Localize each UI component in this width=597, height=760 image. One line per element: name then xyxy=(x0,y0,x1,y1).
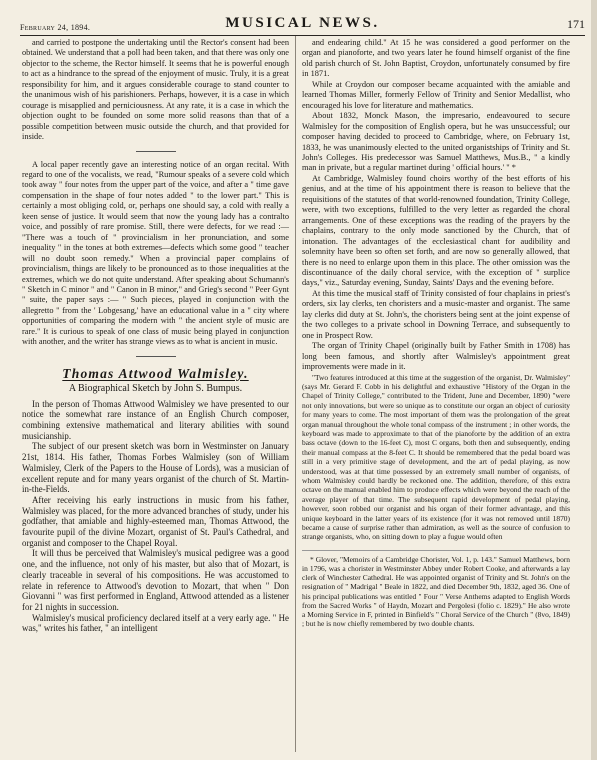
article-paragraph: and endearing child." At 15 he was considered a good performer on the organ and pianoforte, and two years later he found himself organist of the fine old parish church of St. John Baptist, Croydon, unfortunately consumed by fire in 1871. xyxy=(302,38,570,79)
article-paragraph: The organ of Trinity Chapel (originally built by Father Smith in 1708) has long been famous, and shortly after Walmisley's appointment great improvements were made in it. xyxy=(302,341,570,372)
article-paragraph: At Cambridge, Walmisley found choirs worthy of the best efforts of his genius, and at the time of his appointment there is reason to believe that the requisitions of the statutes of that world-renowned foundation, Trinity College, were, with two exceptions, fulfilled to the very letter as regarded the choral arrangements. One of these exceptions was the reading of the prayers by the chaplains, contrary to the only mode sanctioned by the Church, that of intonation. The advantages of the ecclesiastical chant for audibility and solemnity have been so often set forth, and are now so generally allowed, that there is no need to enlarge upon them in this place. The other omission was the discontinuance of the daily choral service, with the exception of " surplice days," viz., Saturday evening, Sunday, Saints' Days and the evening before. xyxy=(302,173,570,288)
page-edge xyxy=(591,0,597,760)
article-paragraph: Walmisley's musical proficiency declared itself at a very early age. " He was," writes his father, " an intelligent xyxy=(22,612,289,634)
section-divider xyxy=(136,356,176,357)
page-number: 171 xyxy=(567,17,585,31)
masthead-title: MUSICAL NEWS. xyxy=(225,15,380,31)
article-subtitle: A Biographical Sketch by John S. Bumpus. xyxy=(68,383,243,395)
footnote-text: * Glover, "Memoirs of a Cambridge Chorister, Vol. 1, p. 143." Samuel Matthews, born in 1796, was a chorister in Westminster Abbey under Robert Cooke, and afterwards a lay clerk of Winchester Cathedral. He was appointed organist of Trinity and St. John's on the resignation of " Madrigal " Beale in 1822, and died December 9th, 1832, aged 36. One of his principal publications was entitled " Four " Verse Anthems adapted to English Words from the Sacred Works " of Haydn, Mozart and Pergolesi (folio c. 1829)." He also wrote a Morning Service in F, printed in Binfield's " Choral Service of the Church " (8vo, 1849) ; but he is now chiefly remembered by two double chants. xyxy=(302,554,570,629)
issue-date: February 24, 1894. xyxy=(20,23,91,32)
article-paragraph: In the person of Thomas Attwood Walmisley we have presented to our notice the somewhat rare instance of an English Church composer, combining extensive mathematical and literary abilities with sound musicianship. xyxy=(22,398,289,441)
right-column xyxy=(302,38,570,752)
left-column xyxy=(22,38,289,752)
article-title: Thomas Attwood Walmisley. xyxy=(62,365,249,381)
article-paragraph: The subject of our present sketch was born in Westminster on January 21st, 1814. His father, Thomas Forbes Walmisley (son of William Walmisley, Clerk of the Papers to the House of Lords), was a musician of excellent repute and for many years organist of the church of St. Martin-in-the-Fields. xyxy=(22,441,289,495)
column-divider xyxy=(295,36,296,752)
footnote xyxy=(302,550,570,629)
article-paragraph: and carried to postpone the undertaking until the Rector's consent had been obtained. We understand that a poll had been taken, and that there was only one objector to the scheme, the Rector himself. It seems that he is powerful enough to act as a hindrance to the spread of the enjoyment of music. Truly, it is a great responsibility for him, and it argues considerable courage to stand counter to the unanimous wish of his parishioners. Perhaps, however, it is a case in which courage is misapplied and perniciousness. At any rate, it is a case in which the objection ought to be founded on some more solid reasons than that of a possible competition between music outside the church, and that provided for inside. xyxy=(22,38,289,142)
article-paragraph: After receiving his early instructions in music from his father, Walmisley was placed, for the more advanced branches of study, under his godfather, that amiable and highly-esteemed man, Thomas Attwood, the favourite pupil of the divine Mozart, organist of St. Paul's Cathedral, and organist and composer to the Chapel Royal. xyxy=(22,494,289,548)
article-paragraph: While at Croydon our composer became acquainted with the amiable and learned Thomas Miller, formerly Fellow of Trinity and Senior Medallist, who encouraged his love for literature and mathematics. xyxy=(302,79,570,110)
section-divider xyxy=(136,151,176,152)
page-header xyxy=(20,10,585,36)
quoted-paragraph: "Two features introduced at this time at the suggestion of the organist, Dr. Walmisley" (says Mr. Gerard F. Cobb in his delightful and exhaustive "History of the Organ in the Chapel of Trinity College," contributed to the Trident, June and December, 1890) "were not only innovations, but were so unique as to constitute our organ an object of curiosity for many years to come. The most important of them was the prolongation of the great organ manual throughout the whole tonal compass of the instrument ; in other words, the keyboard was made to approximate to that of the pianoforte by the addition of an extra bass octave (down to the 16-feet C), most C organs, both then and subsequently, ending their manual compass at the 8-feet C. It should be remembered that the pedal board was still in a very primitive stage of development, and the art of pedal playing, as now understood, was at that time possessed by an extremely small number of organists, of whom Walmisley could hardly be reckoned one. The addition, therefore, of this extra octave on the manual enabled him to produce effects which were beyond the reach of the average player of that time. The subsequent rapid development of pedal playing, however, soon robbed our organist and his organ of their former advantage, and this unique keyboard in the latter years of its existence (for it was not removed until 1870) became a cause of surprise rather than admiration, as well as the source of confusion to strange organists, who, on sitting down to play a fugue would often xyxy=(302,372,570,542)
article-paragraph: About 1832, Monck Mason, the impresario, endeavoured to secure Walmisley for the composition of English opera, but he was unsuccessful; our composer having decided to proceed to Cambridge, where, on February 1st, 1833, he was unanimously elected to the united organistships of Trinity and St. John's Colleges. His predecessor was Samuel Matthews, Mus.B., " a kindly man in private, but a regular martinet during ' official hours.' " * xyxy=(302,111,570,173)
article-paragraph: A local paper recently gave an interesting notice of an organ recital. With regard to one of the vocalists, we read, "Rumour speaks of a severe cold which took away " four notes from the upper part of the voice, and after a " time gave compensation in the shape of four notes added " to the lower part." This is certainly a most obliging cold, or, perhaps one should say, a cold with really a keen sense of justice. It would seem that now the young lady has a contralto voice, and possibly of rare promise. Still, there were defects, for we read :— "There was a touch of " provincialism in her pronunciation, and some inequality " in the tones at both extremes—defects which some good " teacher will no doubt soon remedy." When a provincial paper complains of provincialism, things are likely to be pronounced as to those inequalities at the extremes, which we do not quite understand. After speaking about Schumann's " Sketch in C minor " and " Canon in B minor," and Grieg's second " Peer Gynt " suite, the paper says :— " Such pieces, played in conjunction with the allegretto " from the ' Lobgesang,' have an educational value in a " city where opportunities of comparing the modern with " the ancient style of music are rare." It is curious to speak of one class of music being played in conjunction with another, and the writer has strange views as to what is ancient in music. xyxy=(22,159,289,347)
article-paragraph: At this time the musical staff of Trinity consisted of four chaplains in priest's orders, six lay clerks, ten choristers and a music-master and organist. The same lay clerks did duty at St. John's, the choristers being sent at the joint expense of the two colleges to a private school in Downing Terrace, and subsequently to one in Prospect Row. xyxy=(302,288,570,340)
article-paragraph: It will thus be perceived that Walmisley's musical pedigree was a good one, and the influence, not only of his master, but also that of Mozart, is clearly traceable in several of his compositions. He was accustomed to relate in reference to Attwood's devotion to Mozart, that when " Don Giovanni " was first performed in England, Attwood attended as a listener for 21 nights in succession. xyxy=(22,548,289,612)
